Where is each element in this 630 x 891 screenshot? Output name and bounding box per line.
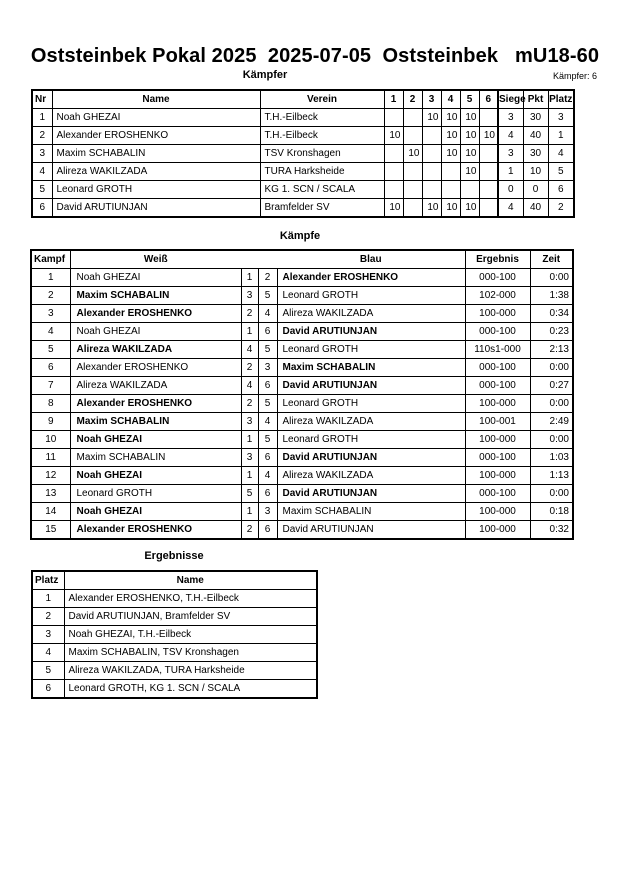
fighter-score-vs-2 [403, 181, 422, 199]
result-name: David ARUTIUNJAN, Bramfelder SV [64, 608, 317, 626]
fight-result: 000-100 [465, 485, 530, 503]
result-place: 2 [32, 608, 64, 626]
fight-white-nr: 1 [241, 323, 258, 341]
fight-white-nr: 2 [241, 305, 258, 323]
result-row [32, 644, 317, 662]
fight-blue: Maxim SCHABALIN [277, 359, 465, 377]
fighter-wins: 3 [498, 145, 523, 163]
fight-blue-nr: 3 [258, 503, 277, 521]
result-place: 3 [32, 626, 64, 644]
fight-time: 0:00 [530, 485, 573, 503]
fight-time: 0:00 [530, 431, 573, 449]
fighter-name: Maxim SCHABALIN [52, 145, 260, 163]
fight-result: 100-000 [465, 521, 530, 540]
fighters-header-row [32, 90, 574, 109]
fighter-wins: 1 [498, 163, 523, 181]
fight-time: 0:18 [530, 503, 573, 521]
fight-row [31, 431, 573, 449]
col-time: Zeit [530, 250, 573, 269]
fight-blue-nr: 5 [258, 287, 277, 305]
fighter-name: David ARUTIUNJAN [52, 199, 260, 218]
fight-no: 4 [31, 323, 70, 341]
fight-no: 13 [31, 485, 70, 503]
fight-result: 100-001 [465, 413, 530, 431]
fight-blue: Alireza WAKILZADA [277, 305, 465, 323]
fight-row [31, 305, 573, 323]
fight-white: Alexander EROSHENKO [70, 521, 241, 540]
fight-blue: David ARUTIUNJAN [277, 323, 465, 341]
fighter-points: 0 [523, 181, 548, 199]
col-result-name: Name [64, 571, 317, 590]
result-name: Noah GHEZAI, T.H.-Eilbeck [64, 626, 317, 644]
fight-blue-nr: 6 [258, 323, 277, 341]
result-name: Alireza WAKILZADA, TURA Harksheide [64, 662, 317, 680]
fight-result: 100-000 [465, 305, 530, 323]
fight-row [31, 503, 573, 521]
fight-no: 2 [31, 287, 70, 305]
fight-no: 15 [31, 521, 70, 540]
fighter-nr: 5 [32, 181, 52, 199]
fight-no: 6 [31, 359, 70, 377]
fight-time: 0:00 [530, 269, 573, 287]
col-points: Pkt [523, 90, 548, 109]
fight-white-nr: 3 [241, 413, 258, 431]
page-title: Oststeinbek Pokal 2025 2025-07-05 Oststeinbek mU18-60 [30, 45, 600, 67]
fight-row [31, 287, 573, 305]
fight-row [31, 395, 573, 413]
fighter-score-vs-2 [403, 127, 422, 145]
fight-time: 0:00 [530, 395, 573, 413]
fight-no: 10 [31, 431, 70, 449]
fighter-score-vs-6 [479, 109, 498, 127]
fight-blue-nr: 6 [258, 377, 277, 395]
fight-blue: Alireza WAKILZADA [277, 467, 465, 485]
col-opp-6: 6 [479, 90, 498, 109]
fighter-points: 40 [523, 127, 548, 145]
result-row [32, 680, 317, 699]
fighter-score-vs-5: 10 [460, 163, 479, 181]
fight-time: 0:27 [530, 377, 573, 395]
fight-no: 8 [31, 395, 70, 413]
fight-no: 14 [31, 503, 70, 521]
fight-blue: Leonard GROTH [277, 395, 465, 413]
fight-blue-nr: 4 [258, 305, 277, 323]
result-name: Leonard GROTH, KG 1. SCN / SCALA [64, 680, 317, 699]
fighter-score-vs-6 [479, 181, 498, 199]
fighter-row [32, 145, 574, 163]
fighter-nr: 6 [32, 199, 52, 218]
col-opp-3: 3 [422, 90, 441, 109]
result-row [32, 662, 317, 680]
result-place: 1 [32, 590, 64, 608]
fighter-score-vs-3: 10 [422, 199, 441, 218]
fight-white: Noah GHEZAI [70, 503, 241, 521]
fight-blue: Alireza WAKILZADA [277, 413, 465, 431]
fight-white-nr: 3 [241, 449, 258, 467]
fight-result: 000-100 [465, 449, 530, 467]
fight-white-nr: 1 [241, 269, 258, 287]
fighter-score-vs-1: 10 [384, 127, 403, 145]
fight-white-nr: 2 [241, 395, 258, 413]
fighter-score-vs-4: 10 [441, 109, 460, 127]
fight-blue: David ARUTIUNJAN [277, 521, 465, 540]
col-wins: Siege [498, 90, 523, 109]
fight-no: 7 [31, 377, 70, 395]
fighter-club: T.H.-Eilbeck [260, 109, 384, 127]
fight-no: 12 [31, 467, 70, 485]
fight-white: Noah GHEZAI [70, 269, 241, 287]
result-row [32, 608, 317, 626]
fights-heading: Kämpfe [279, 230, 321, 242]
fight-white-nr: 2 [241, 521, 258, 540]
fighter-points: 30 [523, 109, 548, 127]
fighter-wins: 4 [498, 127, 523, 145]
fighter-score-vs-6 [479, 145, 498, 163]
col-opp-1: 1 [384, 90, 403, 109]
fight-time: 1:13 [530, 467, 573, 485]
fighter-row [32, 199, 574, 218]
fight-result: 102-000 [465, 287, 530, 305]
fight-blue-nr: 2 [258, 269, 277, 287]
col-result: Ergebnis [465, 250, 530, 269]
fight-white-nr: 1 [241, 431, 258, 449]
fighters-count: Kämpfer: 6 [552, 71, 597, 81]
result-row [32, 590, 317, 608]
fight-white-nr: 1 [241, 467, 258, 485]
fighter-name: Noah GHEZAI [52, 109, 260, 127]
fighter-place: 2 [548, 199, 574, 218]
fighter-score-vs-2 [403, 163, 422, 181]
fighter-row [32, 163, 574, 181]
col-opp-2: 2 [403, 90, 422, 109]
fighter-score-vs-1 [384, 145, 403, 163]
fighter-score-vs-6 [479, 163, 498, 181]
fight-time: 1:38 [530, 287, 573, 305]
fight-row [31, 359, 573, 377]
fight-white: Maxim SCHABALIN [70, 413, 241, 431]
fights-header-row [31, 250, 573, 269]
fighter-score-vs-1 [384, 163, 403, 181]
col-nr: Nr [32, 90, 52, 109]
fight-blue-nr: 6 [258, 449, 277, 467]
fight-blue: David ARUTIUNJAN [277, 449, 465, 467]
fighter-score-vs-6 [479, 199, 498, 218]
fight-time: 2:13 [530, 341, 573, 359]
fight-blue-nr: 6 [258, 485, 277, 503]
col-opp-5: 5 [460, 90, 479, 109]
fights-table [30, 249, 574, 540]
fighter-wins: 4 [498, 199, 523, 218]
results-table [31, 570, 318, 699]
fighter-row [32, 127, 574, 145]
fight-white: Alexander EROSHENKO [70, 305, 241, 323]
fight-result: 110s1-000 [465, 341, 530, 359]
fight-result: 000-100 [465, 269, 530, 287]
fighter-score-vs-1 [384, 109, 403, 127]
fight-white: Noah GHEZAI [70, 431, 241, 449]
fighter-score-vs-1 [384, 181, 403, 199]
result-place: 5 [32, 662, 64, 680]
fighter-name: Alexander EROSHENKO [52, 127, 260, 145]
fight-blue: Leonard GROTH [277, 287, 465, 305]
fight-white: Alexander EROSHENKO [70, 359, 241, 377]
fighter-row [32, 181, 574, 199]
fighter-points: 10 [523, 163, 548, 181]
fighter-club: Bramfelder SV [260, 199, 384, 218]
col-blue-nr [258, 250, 277, 269]
results-heading: Ergebnisse [144, 550, 204, 562]
fight-white: Alexander EROSHENKO [70, 395, 241, 413]
fight-result: 000-100 [465, 377, 530, 395]
fighter-score-vs-2 [403, 109, 422, 127]
fight-white: Maxim SCHABALIN [70, 287, 241, 305]
fight-white: Noah GHEZAI [70, 467, 241, 485]
fight-white: Noah GHEZAI [70, 323, 241, 341]
fighter-score-vs-2 [403, 199, 422, 218]
fight-white-nr: 3 [241, 287, 258, 305]
fighter-score-vs-5: 10 [460, 127, 479, 145]
fighter-score-vs-4 [441, 181, 460, 199]
fighter-score-vs-2: 10 [403, 145, 422, 163]
fighter-nr: 2 [32, 127, 52, 145]
fighter-club: T.H.-Eilbeck [260, 127, 384, 145]
fighter-place: 4 [548, 145, 574, 163]
fight-blue: David ARUTIUNJAN [277, 485, 465, 503]
col-white: Weiß [70, 250, 241, 269]
fighter-score-vs-3 [422, 145, 441, 163]
fight-blue-nr: 5 [258, 431, 277, 449]
fight-time: 0:34 [530, 305, 573, 323]
fight-result: 000-100 [465, 359, 530, 377]
fighter-wins: 3 [498, 109, 523, 127]
fighter-points: 30 [523, 145, 548, 163]
fight-white-nr: 5 [241, 485, 258, 503]
fight-white: Maxim SCHABALIN [70, 449, 241, 467]
fight-row [31, 521, 573, 540]
fight-blue-nr: 4 [258, 413, 277, 431]
fighter-score-vs-4: 10 [441, 145, 460, 163]
fighter-place: 6 [548, 181, 574, 199]
fight-row [31, 377, 573, 395]
fighter-name: Alireza WAKILZADA [52, 163, 260, 181]
fight-white-nr: 2 [241, 359, 258, 377]
fight-blue: Leonard GROTH [277, 431, 465, 449]
fighter-wins: 0 [498, 181, 523, 199]
fight-no: 9 [31, 413, 70, 431]
fighter-place: 5 [548, 163, 574, 181]
fight-result: 100-000 [465, 431, 530, 449]
col-fight-no: Kampf [31, 250, 70, 269]
fight-blue: Alexander EROSHENKO [277, 269, 465, 287]
fight-blue-nr: 6 [258, 521, 277, 540]
fighter-score-vs-5: 10 [460, 199, 479, 218]
fight-time: 2:49 [530, 413, 573, 431]
fighter-points: 40 [523, 199, 548, 218]
fight-row [31, 413, 573, 431]
fighter-score-vs-3 [422, 163, 441, 181]
fighter-score-vs-5: 10 [460, 145, 479, 163]
fighter-club: KG 1. SCN / SCALA [260, 181, 384, 199]
fighter-nr: 3 [32, 145, 52, 163]
col-place: Platz [548, 90, 574, 109]
fight-result: 000-100 [465, 323, 530, 341]
col-result-place: Platz [32, 571, 64, 590]
fighter-name: Leonard GROTH [52, 181, 260, 199]
fight-blue-nr: 4 [258, 467, 277, 485]
fighter-score-vs-3 [422, 127, 441, 145]
result-place: 4 [32, 644, 64, 662]
fighter-score-vs-4 [441, 163, 460, 181]
fighter-score-vs-5: 10 [460, 109, 479, 127]
fighter-score-vs-4: 10 [441, 127, 460, 145]
fighter-score-vs-1: 10 [384, 199, 403, 218]
result-place: 6 [32, 680, 64, 699]
result-row [32, 626, 317, 644]
col-name: Name [52, 90, 260, 109]
fight-blue: Leonard GROTH [277, 341, 465, 359]
col-opp-4: 4 [441, 90, 460, 109]
fight-white: Alireza WAKILZADA [70, 341, 241, 359]
fight-white-nr: 4 [241, 341, 258, 359]
fight-result: 100-000 [465, 503, 530, 521]
col-white-nr [241, 250, 258, 269]
fight-row [31, 485, 573, 503]
fight-blue: David ARUTIUNJAN [277, 377, 465, 395]
fighter-score-vs-5 [460, 181, 479, 199]
fight-time: 0:32 [530, 521, 573, 540]
fighter-nr: 1 [32, 109, 52, 127]
fight-time: 1:03 [530, 449, 573, 467]
fight-row [31, 269, 573, 287]
fighter-club: TURA Harksheide [260, 163, 384, 181]
fight-no: 5 [31, 341, 70, 359]
fight-no: 3 [31, 305, 70, 323]
fighters-table [31, 89, 575, 218]
fighter-score-vs-6: 10 [479, 127, 498, 145]
fight-blue-nr: 5 [258, 395, 277, 413]
fight-white-nr: 4 [241, 377, 258, 395]
fighter-row [32, 109, 574, 127]
fight-no: 1 [31, 269, 70, 287]
fight-time: 0:00 [530, 359, 573, 377]
fighter-nr: 4 [32, 163, 52, 181]
fight-white: Leonard GROTH [70, 485, 241, 503]
fight-white-nr: 1 [241, 503, 258, 521]
fight-no: 11 [31, 449, 70, 467]
fight-row [31, 467, 573, 485]
col-club: Verein [260, 90, 384, 109]
fighter-score-vs-3: 10 [422, 109, 441, 127]
fight-blue: Maxim SCHABALIN [277, 503, 465, 521]
fighter-place: 3 [548, 109, 574, 127]
fighters-heading: Kämpfer [242, 69, 288, 81]
fighter-club: TSV Kronshagen [260, 145, 384, 163]
fight-row [31, 341, 573, 359]
result-name: Alexander EROSHENKO, T.H.-Eilbeck [64, 590, 317, 608]
fight-row [31, 323, 573, 341]
fight-result: 100-000 [465, 467, 530, 485]
fight-blue-nr: 5 [258, 341, 277, 359]
fight-time: 0:23 [530, 323, 573, 341]
fight-result: 100-000 [465, 395, 530, 413]
col-blue: Blau [277, 250, 465, 269]
fight-row [31, 449, 573, 467]
fighter-place: 1 [548, 127, 574, 145]
fighter-score-vs-3 [422, 181, 441, 199]
fight-white: Alireza WAKILZADA [70, 377, 241, 395]
fighter-score-vs-4: 10 [441, 199, 460, 218]
fight-blue-nr: 3 [258, 359, 277, 377]
results-header-row [32, 571, 317, 590]
result-name: Maxim SCHABALIN, TSV Kronshagen [64, 644, 317, 662]
